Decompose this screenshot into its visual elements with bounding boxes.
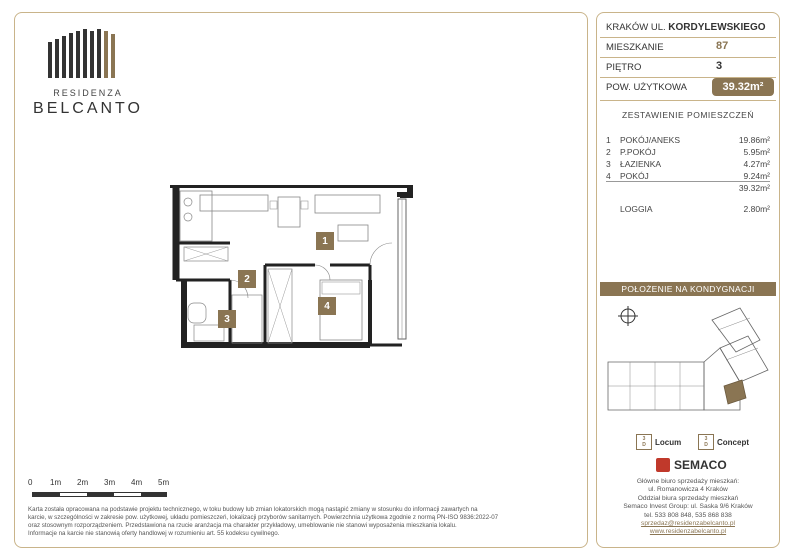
divider xyxy=(600,100,776,101)
list-item: 4 POKÓJ 9.24m² xyxy=(606,171,770,181)
scale-bar-line xyxy=(32,492,167,497)
plan-room-badge-2: 2 xyxy=(238,270,256,288)
divider xyxy=(600,57,776,58)
loggia-name: LOGGIA xyxy=(620,204,653,214)
apartment-value: 87 xyxy=(716,40,729,52)
website-link[interactable]: www.residenzabelcanto.pl xyxy=(649,528,727,536)
rooms-title: ZESTAWIENIE POMIESZCZEŃ xyxy=(622,110,754,120)
loggia xyxy=(620,204,770,214)
plan-room-badge-4: 4 xyxy=(318,297,336,315)
floor-label: PIĘTRO xyxy=(606,62,642,73)
email-link[interactable]: sprzedaz@residenzabelcanto.pl xyxy=(641,520,735,528)
disclaimer-line: oraz stosownym rozporządzeniem. Przedstawiona na rzucie aranżacja ma charakter przykładowy, umeblowanie nie stanowi wyposażenia mieszkania lokalu. xyxy=(28,522,457,529)
floor-position-title: POŁOŻENIE NA KONDYGNACJI xyxy=(600,282,776,296)
logo-small-text: RESIDENZA xyxy=(53,88,123,98)
plan-room-badge-3: 3 xyxy=(218,310,236,328)
concept-icon: 3 D xyxy=(698,434,714,450)
scale-bar xyxy=(28,478,178,502)
address-prefix: KRAKÓW UL. xyxy=(606,22,666,33)
semaco-icon xyxy=(656,458,670,472)
list-item: 3 ŁAZIENKA 4.27m² xyxy=(606,159,770,169)
usable-area-value: 39.32m² xyxy=(712,78,774,96)
floor-plan xyxy=(170,185,415,350)
logo-big-text: BELCANTO xyxy=(33,100,143,117)
list-item: 1 POKÓJ/ANEKS 19.86m² xyxy=(606,135,770,145)
apartment-label: MIESZKANIE xyxy=(606,42,664,53)
address-street: KORDYLEWSKIEGO xyxy=(668,22,766,33)
disclaimer xyxy=(28,506,580,538)
plan-room-badge-1: 1 xyxy=(316,232,334,250)
scale-label-3: 3m xyxy=(104,478,116,487)
address xyxy=(606,22,766,33)
scale-label-4: 4m xyxy=(131,478,143,487)
scale-label-1: 1m xyxy=(50,478,62,487)
concept-logo: 3 D Concept xyxy=(698,434,749,450)
semaco-logo: SEMACO xyxy=(656,458,727,472)
disclaimer-line: Karta została opracowana na podstawie projektu technicznego, w toku budowy lub zmian lokatorskich mogą nastąpić zmiany w stosunku do informacji zawartych na xyxy=(28,506,478,513)
list-item: 2 P.POKÓJ 5.95m² xyxy=(606,147,770,157)
locum-logo: 3 D Locum xyxy=(636,434,681,450)
locum-icon: 3 D xyxy=(636,434,652,450)
scale-label-0: 0 xyxy=(28,478,33,487)
rooms-total: 39.32m² xyxy=(606,181,770,193)
disclaimer-line: karcie, w szczególności w zakresie pow. użytkowej, układu pomieszczeń, lokalizacji przyborów sanitarnych. Powierzchnia użytkowa zgodnie z normą PN-ISO 9836:2022-07 xyxy=(28,514,499,521)
usable-area-label: POW. UŻYTKOWA xyxy=(606,82,687,93)
room-list xyxy=(606,134,770,182)
divider xyxy=(600,37,776,38)
disclaimer-line: Informacje na karcie nie stanowią oferty handlowej w rozumieniu art. 55 kodeksu cywilnego. xyxy=(28,530,280,537)
contact-info: Główne biuro sprzedaży mieszkań: ul. Romanowicza 4 Kraków Oddział biura sprzedaży mieszkań Semaco Invest Group: ul. Saska 9/6 Kraków tel. 533 808 848, 535 868 838 sprzedaz@residenzabelcanto.pl www.residenzabelcanto.pl xyxy=(600,478,776,537)
scale-label-5: 5m xyxy=(158,478,170,487)
floor-position-map xyxy=(600,300,776,415)
logo-bars-icon xyxy=(48,28,128,78)
scale-label-2: 2m xyxy=(77,478,89,487)
loggia-area: 2.80m² xyxy=(743,204,770,214)
floor-value: 3 xyxy=(716,60,723,72)
